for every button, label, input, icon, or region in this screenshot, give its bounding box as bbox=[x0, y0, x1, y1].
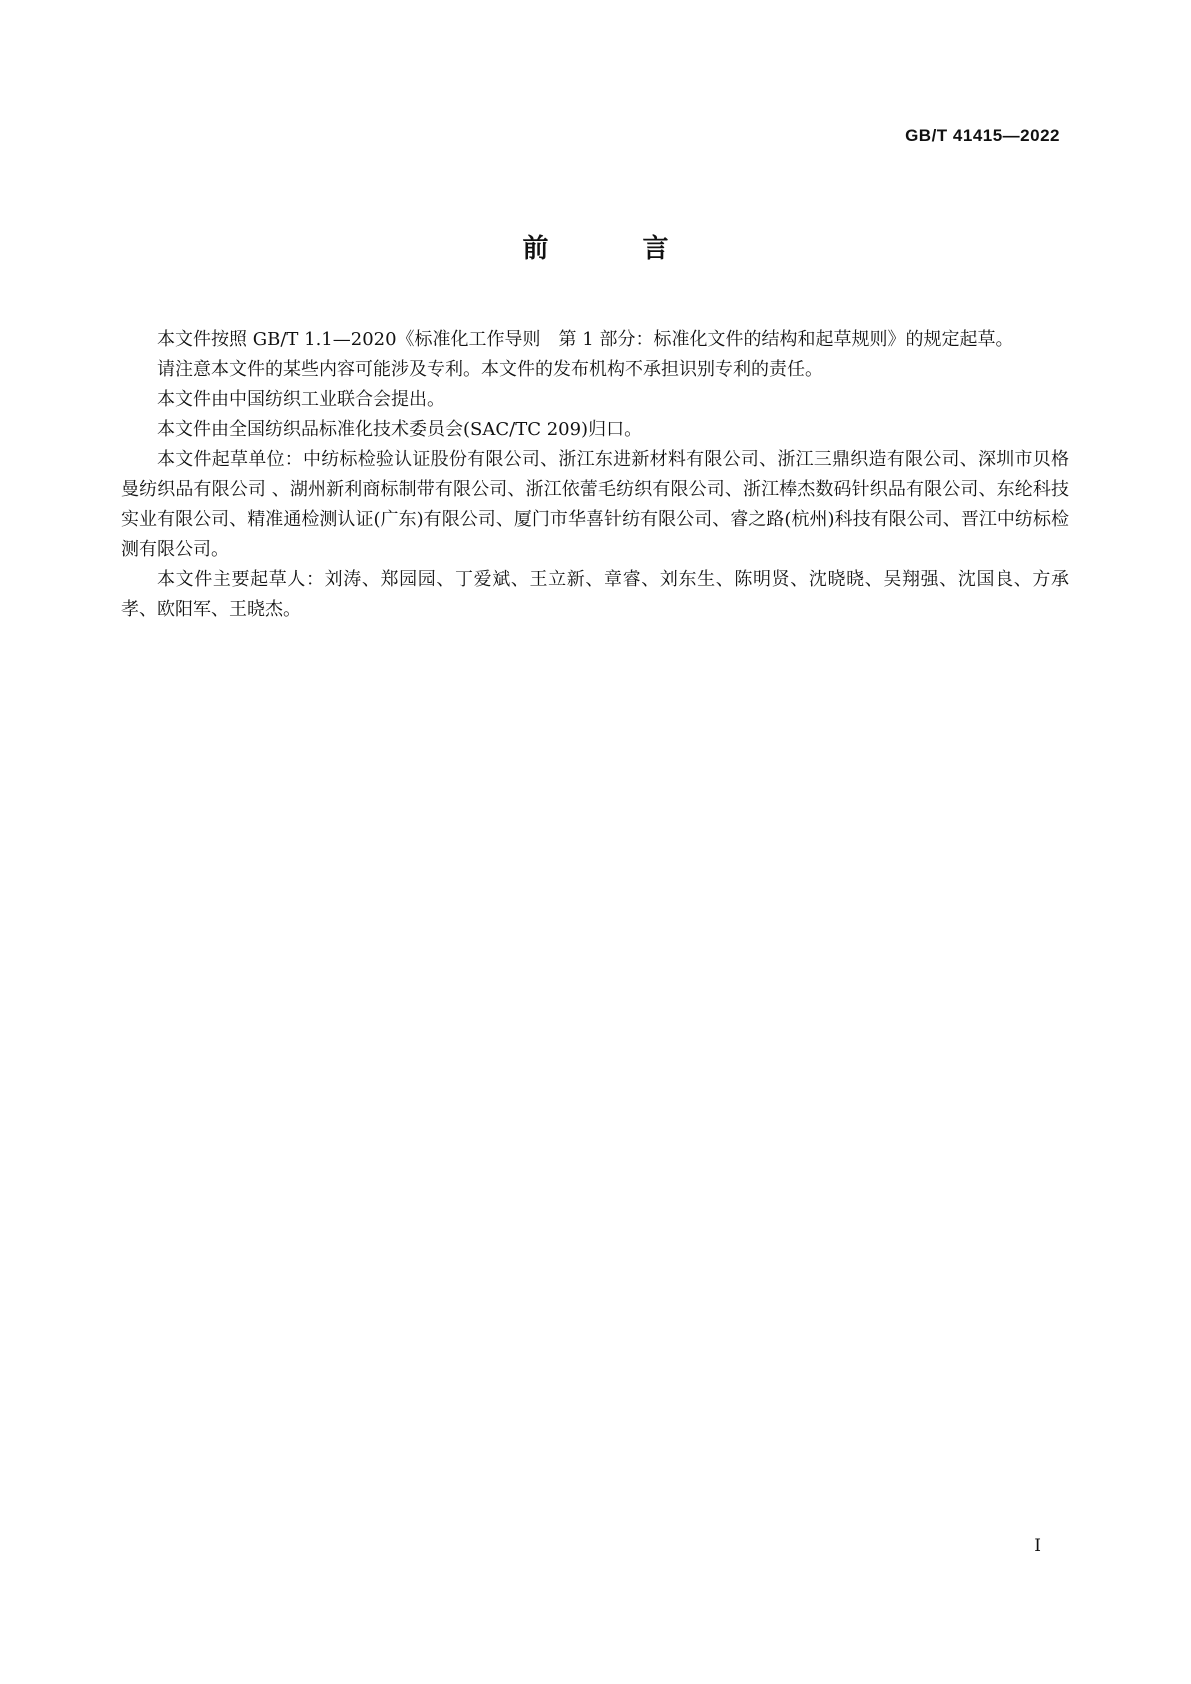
paragraph-drafting-units: 本文件起草单位：中纺标检验认证股份有限公司、浙江东进新材料有限公司、浙江三鼎织造有限公司、深圳市贝格曼纺织品有限公司 、湖州新利商标制带有限公司、浙江依蕾毛纺织有限公司、浙江棒杰数码针织品有限公司、东纶科技实业有限公司、精准通检测认证(广东)有限公司、厦门市华喜针纺有限公司、睿之路(杭州)科技有限公司、晋江中纺标检测有限公司。 bbox=[121, 449, 1069, 560]
paragraph-proposer: 本文件由中国纺织工业联合会提出。 bbox=[157, 389, 445, 410]
paragraph-main-drafters: 本文件主要起草人：刘涛、郑园园、丁爱斌、王立新、章睿、刘东生、陈明贤、沈晓晓、吴翔强、沈国良、方承孝、欧阳军、王晓杰。 bbox=[121, 569, 1069, 620]
page-number: I bbox=[1034, 1536, 1041, 1556]
paragraph-drafting-rules: 本文件按照 GB/T 1.1—2020《标准化工作导则 第 1 部分：标准化文件的结构和起草规则》的规定起草。 bbox=[157, 329, 1014, 350]
foreword-body bbox=[121, 325, 1069, 625]
page-title: 前 言 bbox=[522, 234, 703, 264]
paragraph-patent-notice: 请注意本文件的某些内容可能涉及专利。本文件的发布机构不承担识别专利的责任。 bbox=[157, 359, 823, 380]
paragraph-committee: 本文件由全国纺织品标准化技术委员会(SAC/TC 209)归口。 bbox=[157, 419, 643, 440]
standard-number-header: GB/T 41415—2022 bbox=[905, 126, 1060, 145]
